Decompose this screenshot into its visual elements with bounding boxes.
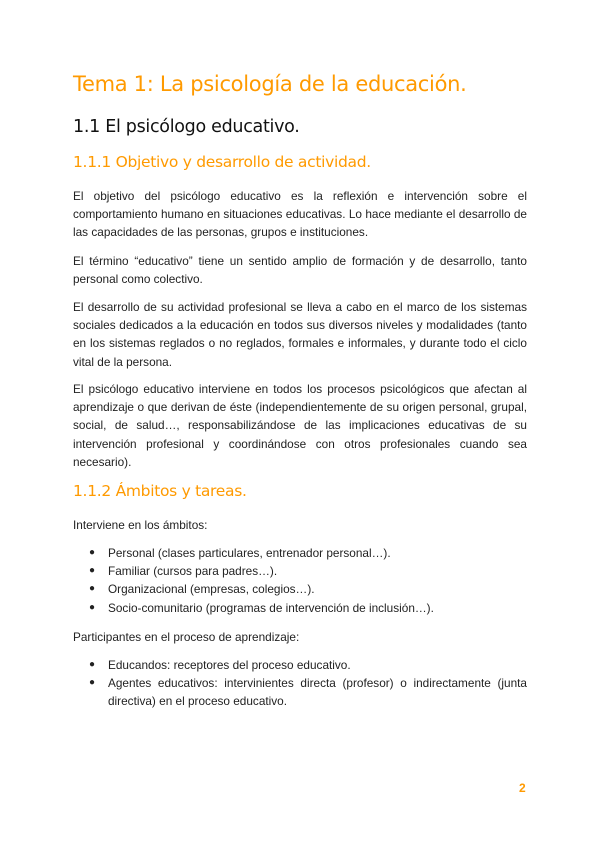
ambitos-list	[73, 544, 527, 617]
bullet-icon: ●	[89, 677, 96, 689]
paragraph: El término “educativo” tiene un sentido amplio de formación y de desarrollo, tanto personal como colectivo.	[73, 254, 527, 287]
list-item	[73, 674, 527, 710]
paragraph: El psicólogo educativo interviene en todos los procesos psicológicos que afectan al aprendizaje o que derivan de éste (independientemente de su origen personal, grupal, social, de salud…, responsabilizándose de las implicaciones educativas de su intervención profesional y coordinándose con otros profesionales cuando sea necesario).	[73, 382, 527, 469]
subsection-heading-objetivo: 1.1.1 Objetivo y desarrollo de actividad.	[73, 153, 371, 171]
participantes-list	[73, 656, 527, 711]
list-item	[73, 580, 527, 598]
list-item-text: Familiar (cursos para padres…).	[108, 564, 278, 579]
bullet-icon: ●	[89, 659, 96, 670]
list-item	[73, 599, 527, 617]
paragraph: El desarrollo de su actividad profesional se lleva a cabo en el marco de los sistemas sociales dedicados a la educación en todos sus diversos niveles y modalidades (tanto en los sistemas reglados o no reglados, formales e informales, y durante todo el ciclo vital de la persona.	[73, 300, 527, 369]
paragraph: El objetivo del psicólogo educativo es la reflexión e intervención sobre el comportamiento humano en situaciones educativas. Lo hace mediante el desarrollo de las capacidades de las personas, grupos e instituciones.	[73, 189, 527, 240]
bullet-icon: ●	[89, 601, 96, 613]
list-item-text: Personal (clases particulares, entrenador personal…).	[108, 546, 391, 560]
list-item	[73, 562, 527, 580]
list-item-text: Educandos: receptores del proceso educativo.	[108, 658, 351, 672]
bullet-icon: ●	[89, 583, 96, 595]
list-intro: Interviene en los ámbitos:	[73, 518, 208, 532]
page-number: 2	[519, 781, 526, 795]
subsection-heading-ambitos: 1.1.2 Ámbitos y tareas.	[73, 482, 247, 500]
list-item-text: Organizacional (empresas, colegios…).	[108, 582, 315, 597]
list-item	[73, 544, 527, 562]
bullet-icon: ●	[89, 547, 96, 558]
list-item	[73, 656, 527, 674]
list-intro: Participantes en el proceso de aprendizaje:	[73, 630, 300, 644]
bullet-icon: ●	[89, 565, 96, 577]
section-heading: 1.1 El psicólogo educativo.	[73, 117, 300, 137]
list-item-text: Agentes educativos: intervinientes directa (profesor) o indirectamente (junta directiva) en el proceso educativo.	[108, 676, 527, 709]
list-item-text: Socio-comunitario (programas de intervención de inclusión…).	[108, 600, 434, 615]
page-title: Tema 1: La psicología de la educación.	[73, 72, 467, 96]
